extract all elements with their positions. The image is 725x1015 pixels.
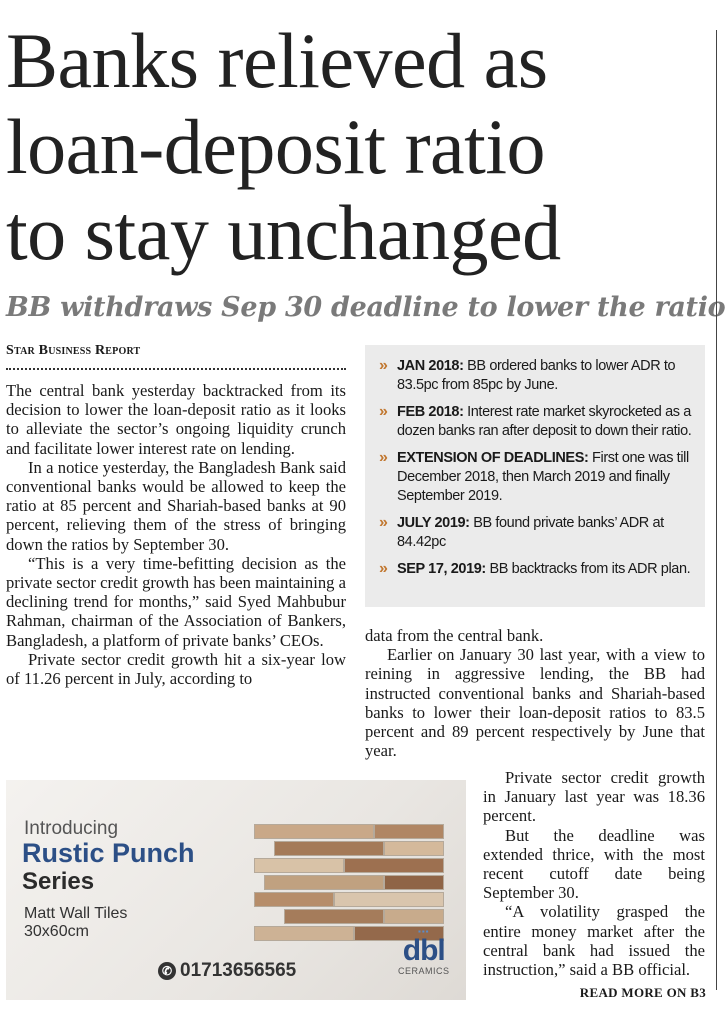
paragraph: Private sector credit growth in January last year was 18.36 percent. [483, 768, 705, 826]
timeline-date: FEB 2018: [397, 404, 464, 420]
ad-series: Series [22, 868, 95, 895]
ad-phone[interactable] [158, 960, 296, 982]
double-chevron-icon: » [379, 403, 388, 420]
ad-product [24, 905, 127, 941]
ad-product-size: 30x60cm [24, 923, 89, 940]
timeline-item [379, 514, 695, 552]
paragraph: “A volatility grasped the entire money market after the central bank had issued the instruction,” said a BB official. [483, 902, 705, 980]
timeline-text: First one was till December 2018, then March 2019 and finally September 2019. [397, 450, 689, 504]
timeline-item [379, 449, 695, 506]
double-chevron-icon: » [379, 514, 388, 531]
paragraph: But the deadline was extended thrice, with the most recent cutoff date being September 30. [483, 825, 705, 903]
phone-icon: ✆ [158, 962, 176, 980]
article-column-1 [6, 381, 346, 688]
ad-phone-number: 01713656565 [180, 960, 297, 981]
paragraph: Private sector credit growth hit a six-year low of 11.26 percent in July, according to [6, 649, 346, 689]
headline-line-2: loan-deposit ratio [6, 103, 546, 190]
headline-line-3: to stay unchanged [6, 189, 561, 276]
timeline-date: JAN 2018: [397, 358, 464, 374]
ad-product-name: Matt Wall Tiles [24, 905, 128, 922]
headline-line-1: Banks relieved as [6, 17, 548, 104]
double-chevron-icon: » [379, 449, 388, 466]
advertisement[interactable] [6, 780, 466, 1000]
brand-logo [398, 928, 450, 976]
timeline-box [365, 345, 705, 607]
brand-name: dbl [402, 934, 445, 967]
paragraph: data from the central bank. [365, 626, 544, 645]
double-chevron-icon: » [379, 560, 388, 577]
timeline-text: BB ordered banks to lower ADR to 83.5pc from 85pc by June. [397, 358, 676, 393]
ad-title-part2: Punch [112, 838, 195, 868]
paragraph: “This is a very time-befitting decision as the private sector credit growth has been maintaining a declining trend for months,” said Syed Mahbubur Rahman, chairman of the Association of Bankers, Bangladesh, a platform of private banks’ CEOs. [6, 553, 346, 650]
article-column-3 [483, 768, 705, 979]
paragraph: The central bank yesterday backtracked from its decision to lower the loan-deposit ratio as it looks to alleviate the sector’s ongoing liquidity crunch and facilitate lower interest rate on lending. [6, 381, 346, 458]
paragraph: In a notice yesterday, the Bangladesh Bank said conventional banks would be allowed to keep the ratio at 85 percent and Shariah-based banks at 90 percent, relieving them of the stress of bringing down the ratios by September 30. [6, 457, 346, 554]
timeline-date: JULY 2019: [397, 515, 470, 531]
timeline-item [379, 357, 695, 395]
article-column-2 [365, 626, 705, 760]
ad-title [22, 838, 195, 869]
tile-image [254, 824, 444, 944]
ad-intro: Introducing [24, 818, 119, 839]
ad-title-part1: Rustic [22, 838, 105, 868]
read-more-link[interactable]: READ MORE ON B3 [579, 985, 706, 1000]
logo-dots-icon: ▪▪▪ [418, 927, 430, 936]
headline [6, 18, 718, 276]
subheadline: BB withdraws Sep 30 deadline to lower the ratio [6, 292, 725, 323]
paragraph: Earlier on January 30 last year, with a view to reining in aggressive lending, the BB had instructed conventional banks and Shariah-based banks to lower their loan-deposit ratios to 83.5 percent and 89 percent respectively by June that year. [365, 645, 705, 761]
byline-divider [6, 368, 346, 370]
timeline-item [379, 560, 695, 579]
timeline-date: EXTENSION OF DEADLINES: [397, 450, 589, 466]
brand-sub: CERAMICS [398, 966, 450, 976]
byline: Star Business Report [6, 343, 141, 358]
timeline-item [379, 403, 695, 441]
timeline-date: SEP 17, 2019: [397, 561, 486, 577]
timeline-text: BB backtracks from its ADR plan. [485, 561, 691, 577]
double-chevron-icon: » [379, 357, 388, 374]
timeline-text: BB found private banks’ ADR at 84.42pc [397, 515, 664, 550]
column-divider [716, 30, 717, 990]
timeline-text: Interest rate market skyrocketed as a dozen banks ran after deposit to down their ratio. [397, 404, 692, 439]
